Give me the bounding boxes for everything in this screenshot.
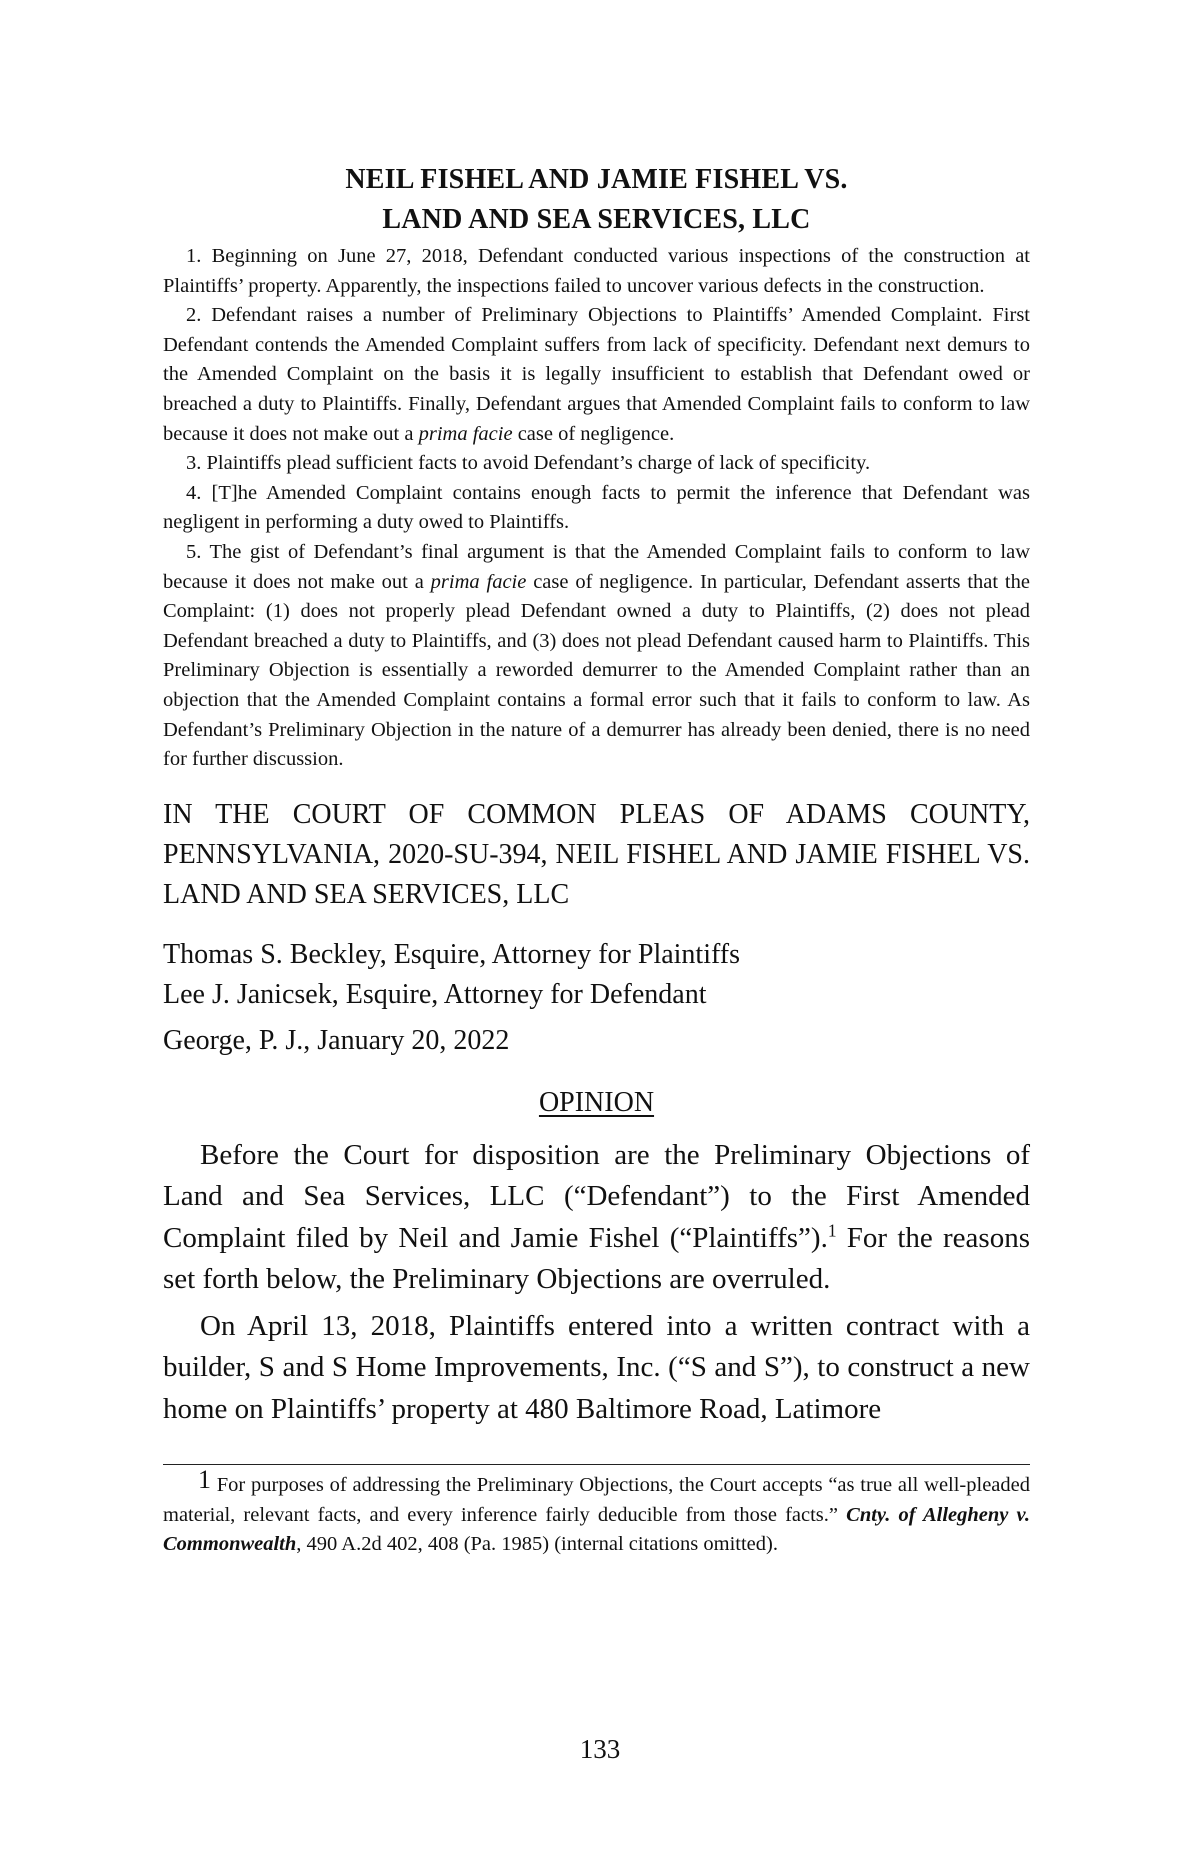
court-caption: IN THE COURT OF COMMON PLEAS OF ADAMS COUNTY, PENNSYLVANIA, 2020-SU-394, NEIL FISHEL AND JAMIE FISHEL VS. LAND AND SEA SERVICES, LLC (163, 798, 1030, 910)
headnote-5 (163, 538, 1030, 775)
page-number: 133 (579, 1734, 621, 1764)
footnote-mark: 1 (198, 1465, 211, 1495)
footnote-reference[interactable]: 1 (827, 1220, 837, 1241)
judge-date-line: George, P. J., January 20, 2022 (163, 1024, 510, 1056)
defendant-counsel: Lee J. Janicsek, Esquire, Attorney for Defendant (163, 978, 707, 1010)
footnote-1 (163, 1465, 1031, 1560)
headnote-4: 4. [T]he Amended Complaint contains enough facts to permit the inference that Defendant was negligent in performing a duty owed to Plaintiffs. (163, 481, 1030, 534)
footnote-divider (163, 1464, 1030, 1465)
counsel-block (163, 935, 1030, 1015)
opinion-paragraph-1-text: Before the Court for disposition are the Preliminary Objections of Land and Sea Services, LLC (“Defendant”) to the First Amended Complaint filed by Neil and Jamie Fishel (“Plaintiffs”). (163, 1138, 1030, 1254)
headnote-3: 3. Plaintiffs plead sufficient facts to avoid Defendant’s charge of lack of specificity. (186, 452, 871, 475)
headnote-5-text: 5. The gist of Defendant’s final argument is that the Amended Complaint fails to conform to law because it does not make out a (163, 540, 1030, 593)
headnote-2 (163, 301, 1030, 449)
opinion-paragraph-2: On April 13, 2018, Plaintiffs entered into a written contract with a builder, S and S Home Improvements, Inc. (“S and S”), to construct a new home on Plaintiffs’ property at 480 Baltimore Road, Latimore (163, 1309, 1030, 1425)
opinion-heading: OPINION (538, 1086, 655, 1118)
footnote-case-name: Cnty. of Allegheny v. Commonwealth (163, 1503, 1031, 1556)
headnote-5-text-end: case of negligence. In particular, Defendant asserts that the Complaint: (1) does not properly plead Defendant owned a duty to Plaintiffs, (2) does not plead Defendant breached a duty to Plaintiffs, and (3) does not plead Defendant caused harm to Plaintiffs. This Preliminary Objection is essentially a reworded demurrer to the Amended Complaint rather than an objection that the Amended Complaint contains a formal error such that it fails to conform to law. As Defendant’s Preliminary Objection in the nature of a demurrer has already been denied, there is no need for further discussion. (163, 570, 1030, 771)
plaintiffs-counsel: Thomas S. Beckley, Esquire, Attorney for Plaintiffs (163, 938, 741, 970)
opinion-paragraph-1-text-end: For the reasons set forth below, the Preliminary Objections are overruled. (163, 1221, 1031, 1296)
headnote-2-text-end: case of negligence. (512, 422, 675, 445)
opinion-paragraph-1 (163, 1135, 1030, 1301)
headnote-2-text: 2. Defendant raises a number of Preliminary Objections to Plaintiffs’ Amended Complaint. First Defendant contends the Amended Complaint suffers from lack of specificity. Defendant next demurs to the Amended Complaint on the basis it is legally insufficient to establish that Defendant owed or breached a duty to Plaintiffs. Finally, Defendant argues that Amended Complaint fails to conform to law because it does not make out a (163, 304, 1030, 445)
footnote-text-end: , 490 A.2d 402, 408 (Pa. 1985) (internal citations omitted). (296, 1533, 778, 1556)
case-title (163, 160, 1030, 240)
case-title-line-1: NEIL FISHEL AND JAMIE FISHEL VS. (345, 164, 848, 195)
opinion-body (163, 1135, 1030, 1431)
footnote-text: For purposes of addressing the Preliminary Objections, the Court accepts “as true all well-pleaded material, relevant facts, and every inference fairly deducible from those facts.” (163, 1474, 1030, 1526)
headnote-2-italic: prima facie (418, 422, 513, 445)
headnote-1: 1. Beginning on June 27, 2018, Defendant conducted various inspections of the construction at Plaintiffs’ property. Apparently, the inspections failed to uncover various defects in the construction. (163, 245, 1030, 297)
headnote-5-italic: prima facie (430, 570, 527, 593)
document-page (163, 160, 1030, 1560)
headnotes (163, 242, 1030, 775)
case-title-line-2: LAND AND SEA SERVICES, LLC (382, 204, 811, 235)
